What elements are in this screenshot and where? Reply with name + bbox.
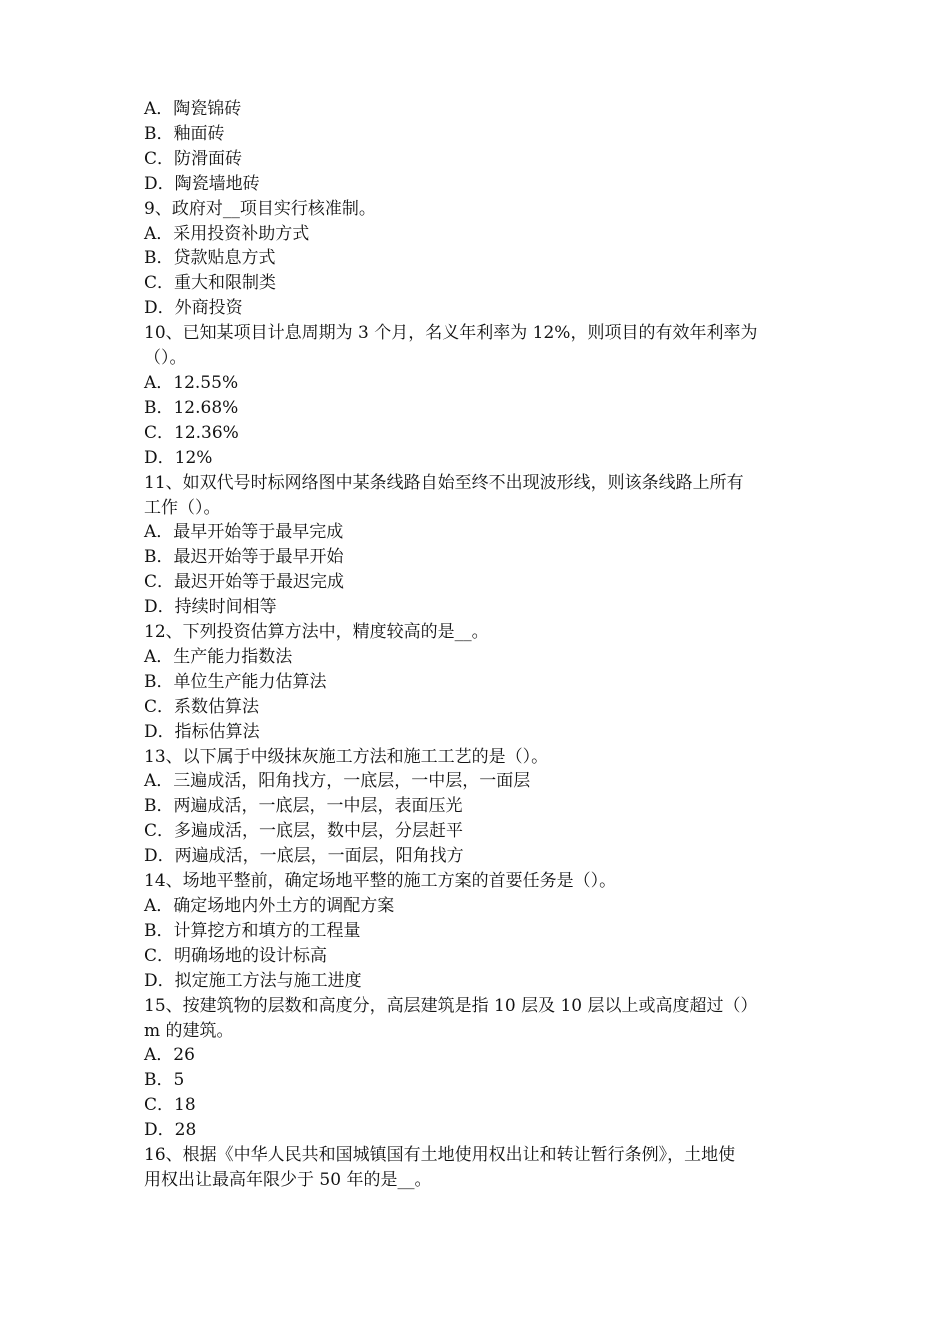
option-c: C．12.36%: [144, 422, 239, 443]
option-b: B．最迟开始等于最早开始: [144, 547, 344, 568]
question-text: 14、场地平整前，确定场地平整的施工方案的首要任务是（）。: [144, 871, 617, 892]
option-b: B．5: [144, 1070, 185, 1091]
question-12: [144, 620, 812, 745]
option-c: C．多遍成活，一底层，数中层，分层赶平: [144, 821, 464, 842]
question-13: [144, 745, 812, 870]
option-c: C．明确场地的设计标高: [144, 945, 328, 966]
option-a: A．采用投资补助方式: [144, 223, 310, 244]
option-d: D．持续时间相等: [144, 597, 277, 618]
option-b: B．两遍成活，一底层，一中层，表面压光: [144, 796, 463, 817]
option-d: D．陶瓷墙地砖: [144, 173, 260, 194]
option-b: B．12.68%: [144, 397, 239, 418]
option-c: C．系数估算法: [144, 696, 260, 717]
question-text: 10、已知某项目计息周期为 3 个月，名义年利率为 12%，则项目的有效年利率为: [144, 323, 758, 344]
question-9: [144, 197, 812, 322]
option-c: C．重大和限制类: [144, 273, 277, 294]
question-16: [144, 1143, 812, 1193]
question-text: 9、政府对__项目实行核准制。: [144, 198, 376, 219]
option-b: B．单位生产能力估算法: [144, 671, 327, 692]
option-a: A．确定场地内外土方的调配方案: [144, 896, 395, 916]
option-a: A．生产能力指数法: [144, 646, 293, 667]
question-text: 11、如双代号时标网络图中某条线路自始至终不出现波形线，则该条线路上所有: [144, 472, 744, 493]
option-c: C．18: [144, 1095, 196, 1116]
question-text-cont: m 的建筑。: [144, 1020, 234, 1041]
option-b: B．釉面砖: [144, 123, 225, 144]
question-text: 15、按建筑物的层数和高度分，高层建筑是指 10 层及 10 层以上或高度超过（）: [144, 995, 758, 1016]
question-text: 16、根据《中华人民共和国城镇国有土地使用权出让和转让暂行条例》，土地使: [144, 1145, 736, 1166]
question-text-cont: 工作（）。: [144, 497, 221, 518]
question-text-cont: 用权出让最高年限少于 50 年的是__。: [144, 1169, 432, 1190]
option-d: D．指标估算法: [144, 721, 260, 742]
option-a: A．12.55%: [144, 372, 239, 393]
option-c: C．防滑面砖: [144, 148, 243, 169]
option-a: A．三遍成活，阳角找方，一底层，一中层，一面层: [144, 771, 531, 792]
question-text: 13、以下属于中级抹灰施工方法和施工工艺的是（）。: [144, 746, 549, 767]
top-options: [144, 97, 812, 197]
option-d: D．12%: [144, 447, 213, 468]
question-15: [144, 994, 812, 1143]
option-d: D．外商投资: [144, 298, 243, 319]
option-a: A．最早开始等于最早完成: [144, 522, 344, 543]
question-10: [144, 321, 812, 470]
question-14: [144, 869, 812, 994]
option-d: D．28: [144, 1120, 197, 1141]
option-c: C．最迟开始等于最迟完成: [144, 572, 345, 593]
document-page: [144, 97, 812, 1193]
option-d: D．两遍成活，一底层，一面层，阳角找方: [144, 846, 464, 867]
option-a: A．陶瓷锦砖: [144, 99, 242, 119]
option-b: B．计算挖方和填方的工程量: [144, 920, 361, 941]
question-text: 12、下列投资估算方法中，精度较高的是__。: [144, 622, 489, 643]
option-b: B．贷款贴息方式: [144, 248, 276, 269]
option-a: A．26: [144, 1045, 195, 1066]
question-11: [144, 471, 812, 620]
question-text-cont: （）。: [144, 348, 187, 369]
option-d: D．拟定施工方法与施工进度: [144, 970, 362, 991]
